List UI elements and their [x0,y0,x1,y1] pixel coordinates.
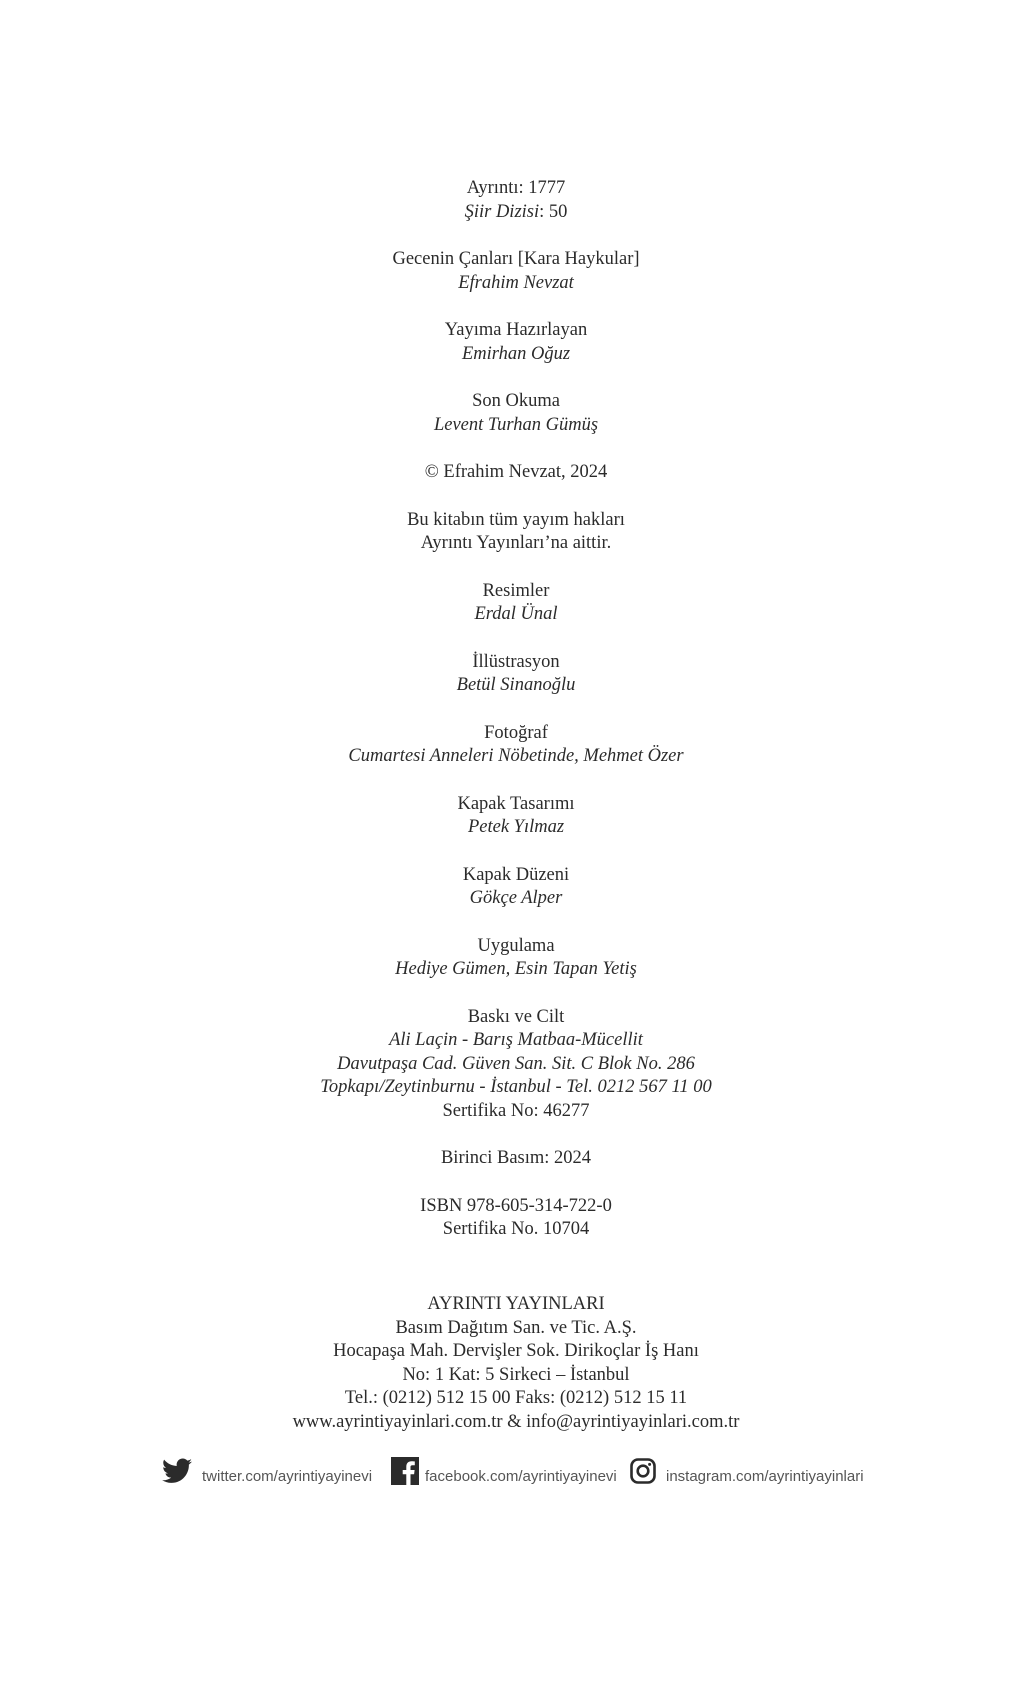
social-twitter[interactable] [162,1453,372,1493]
series-block [0,177,1032,224]
instagram-icon [630,1458,656,1488]
credit-illustration [0,651,1032,698]
credit-name: Betül Sinanoğlu [456,675,576,695]
print-block [0,1006,1032,1124]
printer-address: Davutpaşa Cad. Güven San. Sit. C Blok No. 286 [337,1053,695,1074]
title-block [0,248,1032,295]
colophon-column [0,177,1032,1266]
series-index: : 50 [539,201,568,222]
credit-proofreading [0,390,1032,437]
copyright-block [0,461,1032,485]
credit-role: Yayıma Hazırlayan [444,320,588,340]
credit-name: Petek Yılmaz [467,817,565,837]
credit-role: Uygulama [477,935,555,956]
rights-line: Bu kitabın tüm yayım hakları [407,509,625,530]
facebook-icon [391,1457,419,1489]
publisher-block [0,1293,1032,1434]
publisher-company: Basım Dağıtım San. ve Tic. A.Ş. [395,1317,637,1338]
credit-cover-design [0,793,1032,840]
first-edition: Birinci Basım: 2024 [440,1148,592,1168]
printer-certificate: Sertifika No: 46277 [442,1100,590,1121]
printer-address: Topkapı/Zeytinburnu - İstanbul - Tel. 0212 567 11 00 [320,1077,712,1097]
credit-role: İllüstrasyon [472,651,560,672]
printer-name: Ali Laçin - Barış Matbaa-Mücellit [389,1030,643,1050]
series-name [0,201,1032,225]
social-facebook[interactable] [391,1453,617,1493]
book-title: Gecenin Çanları [Kara Haykular] [392,249,640,269]
credit-drawings [0,580,1032,627]
publisher-name: AYRINTI YAYINLARI [427,1294,605,1314]
credit-role: Kapak Tasarımı [457,793,575,814]
credit-name: Gökçe Alper [469,888,563,908]
credit-role: Kapak Düzeni [462,864,570,885]
book-author: Efrahim Nevzat [458,272,574,293]
publisher-address: No: 1 Kat: 5 Sirkeci – İstanbul [402,1364,630,1385]
credit-editor [0,319,1032,366]
credit-typesetting [0,935,1032,982]
credit-role: Resimler [482,580,550,601]
copyright-notice: © Efrahim Nevzat, 2024 [424,462,608,482]
series-label: Şiir Dizisi [464,201,540,222]
twitter-handle: twitter.com/ayrintiyayinevi [202,1467,373,1485]
credit-photo [0,722,1032,769]
credit-role: Baskı ve Cilt [467,1006,565,1027]
credit-name: Erdal Ünal [474,604,558,624]
twitter-icon [162,1458,192,1488]
series-number: Ayrıntı: 1777 [466,178,566,198]
publisher-phone: Tel.: (0212) 512 15 00 Faks: (0212) 512 15 11 [344,1388,688,1408]
social-instagram[interactable] [630,1453,864,1493]
certificate-number: Sertifika No. 10704 [442,1219,590,1239]
credit-name: Cumartesi Anneleri Nöbetinde, Mehmet Özer [348,746,684,766]
isbn: ISBN 978-605-314-722-0 [420,1195,612,1216]
edition-block [0,1147,1032,1171]
publisher-web[interactable]: www.ayrintiyayinlari.com.tr & info@ayrintiyayinlari.com.tr [292,1411,740,1432]
credit-role: Fotoğraf [484,722,548,743]
rights-line: Ayrıntı Yayınları’na aittir. [420,533,612,553]
credit-name: Hediye Gümen, Esin Tapan Yetiş [395,959,637,979]
credit-name: Levent Turhan Gümüş [433,414,599,435]
credit-name: Emirhan Oğuz [461,343,571,364]
publisher-address: Hocapaşa Mah. Dervişler Sok. Dirikoçlar İş Hanı [333,1341,699,1361]
rights-block [0,509,1032,556]
credit-cover-layout [0,864,1032,911]
instagram-handle: instagram.com/ayrintiyayinlari [666,1467,864,1485]
facebook-handle: facebook.com/ayrintiyayinevi [425,1467,617,1485]
social-links [0,1453,1032,1493]
isbn-block [0,1195,1032,1242]
credit-role: Son Okuma [472,391,560,411]
